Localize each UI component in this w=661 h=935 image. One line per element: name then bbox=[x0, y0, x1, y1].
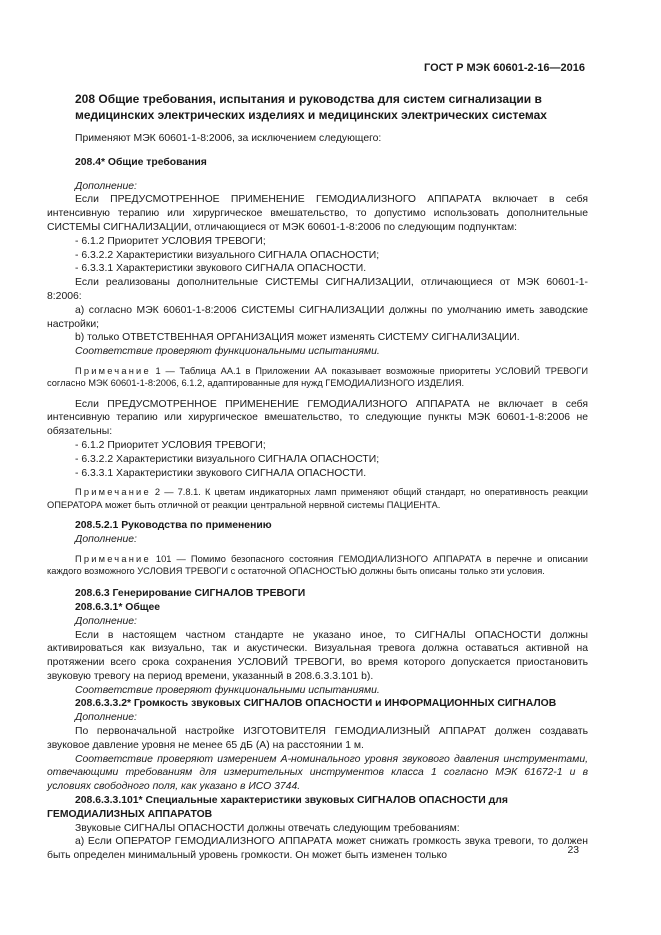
note bbox=[47, 365, 588, 390]
note-text: 2 — 7.8.1. К цветам индикаторных ламп применяют общий стандарт, но оперативность реакции ОПЕРАТОРА может быть отличной от реакции центральной нервной системы ПАЦИЕНТА. bbox=[47, 487, 588, 510]
note-label: Примечание bbox=[75, 487, 151, 498]
paragraph: а) Если ОПЕРАТОР ГЕМОДИАЛИЗНОГО АППАРАТА может снижать громкость звука тревоги, то должен быть определен минимальный уровень громкости. Он может быть изменен только bbox=[47, 836, 588, 862]
list-item: - 6.1.2 Приоритет УСЛОВИЯ ТРЕВОГИ; bbox=[75, 439, 266, 451]
section-208-4-heading: 208.4* Общие требования bbox=[75, 156, 207, 168]
paragraph: По первоначальной настройке ИЗГОТОВИТЕЛЯ ГЕМОДИАЛИЗНЫЙ АППАРАТ должен создавать звуковое давление уровня не менее 65 дБ (А) на расстоянии 1 м. bbox=[47, 726, 588, 751]
addition-label: Дополнение: bbox=[75, 615, 137, 627]
paragraph: а) согласно МЭК 60601-1-8:2006 СИСТЕМЫ СИГНАЛИЗАЦИИ должны по умолчанию иметь заводские настройки; bbox=[47, 304, 588, 330]
note-text: 1 — Таблица АА.1 в Приложении АА показывает возможные приоритеты УСЛОВИЙ ТРЕВОГИ согласно МЭК 60601-1-8:2006, 6.1.2, адаптированные для нужд ГЕМОДИАЛИЗНОГО ИЗДЕЛИЯ. bbox=[47, 365, 588, 389]
page-number: 23 bbox=[567, 845, 579, 856]
compliance-text: Соответствие проверяют функциональными испытаниями. bbox=[75, 346, 380, 358]
list-item: - 6.3.3.1 Характеристики звукового СИГНАЛА ОПАСНОСТИ. bbox=[75, 467, 367, 479]
paragraph: Звуковые СИГНАЛЫ ОПАСНОСТИ должны отвечать следующим требованиям: bbox=[75, 822, 460, 834]
paragraph: Если реализованы дополнительные СИСТЕМЫ СИГНАЛИЗАЦИИ, отличающиеся от МЭК 60601-1-8:2006: bbox=[47, 277, 588, 302]
section-208-6-3-3-101-heading: 208.6.3.3.101* Специальные характеристики звуковых СИГНАЛОВ ОПАСНОСТИ для ГЕМОДИАЛИЗНЫХ АППАРАТОВ bbox=[47, 795, 508, 820]
list-item: - 6.3.2.2 Характеристики визуального СИГНАЛА ОПАСНОСТИ; bbox=[75, 453, 380, 465]
note bbox=[47, 486, 588, 511]
addition-label: Дополнение: bbox=[75, 712, 137, 724]
list-item: - 6.3.2.2 Характеристики визуального СИГНАЛА ОПАСНОСТИ; bbox=[75, 249, 380, 261]
note bbox=[47, 553, 588, 578]
section-208-5-2-1-heading: 208.5.2.1 Руководства по применению bbox=[75, 519, 272, 531]
paragraph: Если ПРЕДУСМОТРЕННОЕ ПРИМЕНЕНИЕ ГЕМОДИАЛИЗНОГО АППАРАТА не включает в себя интенсивную терапию или хирургическое вмешательство, то следующие пункты МЭК 60601-1-8:2006 не обязательны: bbox=[47, 398, 588, 438]
section-208-intro: Применяют МЭК 60601-1-8:2006, за исключением следующего: bbox=[75, 133, 382, 144]
addition-label: Дополнение: bbox=[75, 180, 137, 192]
note-label: Примечание bbox=[75, 365, 151, 376]
list-item: - 6.3.3.1 Характеристики звукового СИГНАЛА ОПАСНОСТИ. bbox=[75, 263, 367, 275]
page-content bbox=[47, 92, 588, 863]
addition-label: Дополнение: bbox=[75, 533, 137, 545]
paragraph: Если ПРЕДУСМОТРЕННОЕ ПРИМЕНЕНИЕ ГЕМОДИАЛИЗНОГО АППАРАТА включает в себя интенсивную терапию или хирургическое вмешательство, то допустимо использовать дополнительные СИСТЕМЫ СИГНАЛИЗАЦИИ, отличающиеся от МЭК 60601-1-8:2006 по следующим подпунктам: bbox=[47, 194, 588, 233]
note-label: Примечание bbox=[75, 553, 151, 564]
note-text: 101 — Помимо безопасного состояния ГЕМОДИАЛИЗНОГО АППАРАТА в перечне и описании каждого возможного УСЛОВИЯ ТРЕВОГИ с остаточной ОПАСНОСТЬЮ должны быть описаны только эти условия. bbox=[47, 553, 588, 576]
section-208-title: 208 Общие требования, испытания и руководства для систем сигнализации в медицинских электрических изделиях и медицинских электрических системах bbox=[75, 92, 547, 122]
compliance-text: Соответствие проверяют функциональными испытаниями. bbox=[75, 684, 380, 696]
compliance-text: Соответствие проверяют измерением А-номинального уровня звукового давления инструментами, отвечающими требованиям для измерительных инструментов класса 1 согласно МЭК 61672-1 и в условиях свободного поля, как указано в ИСО 3744. bbox=[47, 753, 588, 793]
document-header: ГОСТ Р МЭК 60601-2-16—2016 bbox=[424, 62, 585, 74]
list-item: - 6.1.2 Приоритет УСЛОВИЯ ТРЕВОГИ; bbox=[75, 235, 266, 247]
paragraph: b) только ОТВЕТСТВЕННАЯ ОРГАНИЗАЦИЯ может изменять СИСТЕМУ СИГНАЛИЗАЦИИ. bbox=[75, 332, 520, 344]
section-208-6-3-heading: 208.6.3 Генерирование СИГНАЛОВ ТРЕВОГИ bbox=[75, 588, 306, 600]
section-208-6-3-1-heading: 208.6.3.1* Общее bbox=[75, 601, 161, 613]
paragraph: Если в настоящем частном стандарте не указано иное, то СИГНАЛЫ ОПАСНОСТИ должны активироваться как визуально, так и акустически. Визуальная тревога должна оставаться активной на протяжении всего срока сохранения УСЛОВИЙ ТРЕВОГИ, во время которого допускается приостановить звуковую тревогу на период времени, указанный в 208.6.3.3.101 b). bbox=[47, 629, 588, 682]
section-208-6-3-3-2-heading: 208.6.3.3.2* Громкость звуковых СИГНАЛОВ ОПАСНОСТИ и ИНФОРМАЦИОННЫХ СИГНАЛОВ bbox=[75, 698, 557, 710]
